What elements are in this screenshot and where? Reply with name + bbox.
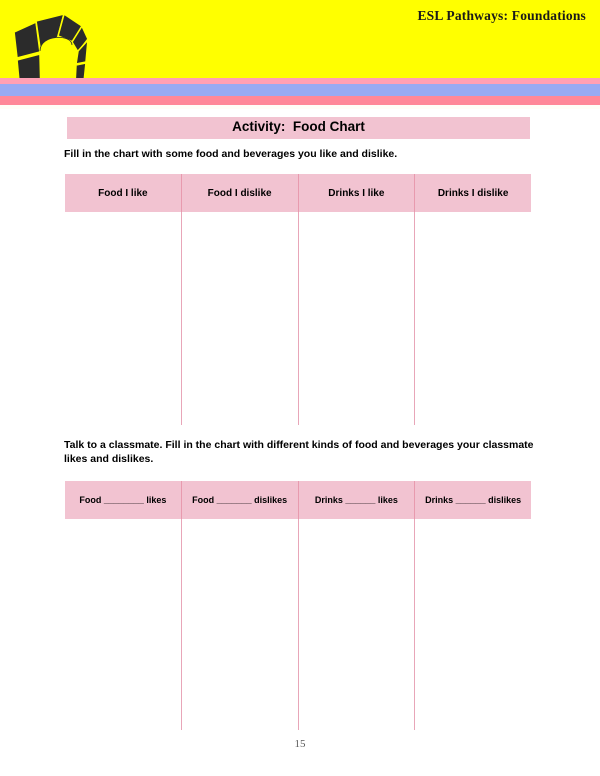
page-number: 15 <box>294 738 306 750</box>
stripe-cream <box>0 105 600 109</box>
food-chart-2 <box>65 481 531 730</box>
column-header-food-i-dislike: Food I dislike <box>181 174 298 212</box>
brand-title: ESL Pathways: Foundations <box>417 8 586 23</box>
table-body <box>65 212 531 425</box>
stripe-pink-bottom <box>0 96 600 105</box>
header-banner <box>0 0 600 78</box>
table-cell-food-blank-likes[interactable] <box>65 519 181 730</box>
instruction-text-2: Talk to a classmate. Fill in the chart with different kinds of food and beverages your classmate likes and dislikes. <box>64 439 534 466</box>
table-header-row <box>65 481 531 519</box>
column-header-food-i-like: Food I like <box>98 187 148 199</box>
table-cell-drinks-blank-likes[interactable] <box>298 519 415 730</box>
stripe-blue <box>0 84 600 96</box>
table-cell-food-i-like[interactable] <box>65 212 181 425</box>
table-cell-drinks-i-like[interactable] <box>298 212 415 425</box>
table-header-row <box>65 174 531 212</box>
column-header-drinks-i-dislike: Drinks I dislike <box>414 174 531 212</box>
instruction-text-1: Fill in the chart with some food and beverages you like and dislike. <box>64 148 398 160</box>
column-header-food-blank-dislikes: Food _______ dislikes <box>181 481 298 519</box>
column-header-drinks-i-like: Drinks I like <box>298 174 415 212</box>
table-body <box>65 519 531 730</box>
activity-title: Activity: Food Chart <box>232 119 365 134</box>
table-cell-food-blank-dislikes[interactable] <box>181 519 298 730</box>
column-header-drinks-blank-likes: Drinks ______ likes <box>298 481 415 519</box>
column-header-food-blank-likes: Food ________ likes <box>79 495 167 505</box>
table-cell-drinks-blank-dislikes[interactable] <box>414 519 531 730</box>
column-header-drinks-blank-dislikes: Drinks ______ dislikes <box>414 481 531 519</box>
food-chart-1 <box>65 174 531 425</box>
table-cell-drinks-i-dislike[interactable] <box>414 212 531 425</box>
activity-title-bar <box>67 117 530 139</box>
table-cell-food-i-dislike[interactable] <box>181 212 298 425</box>
